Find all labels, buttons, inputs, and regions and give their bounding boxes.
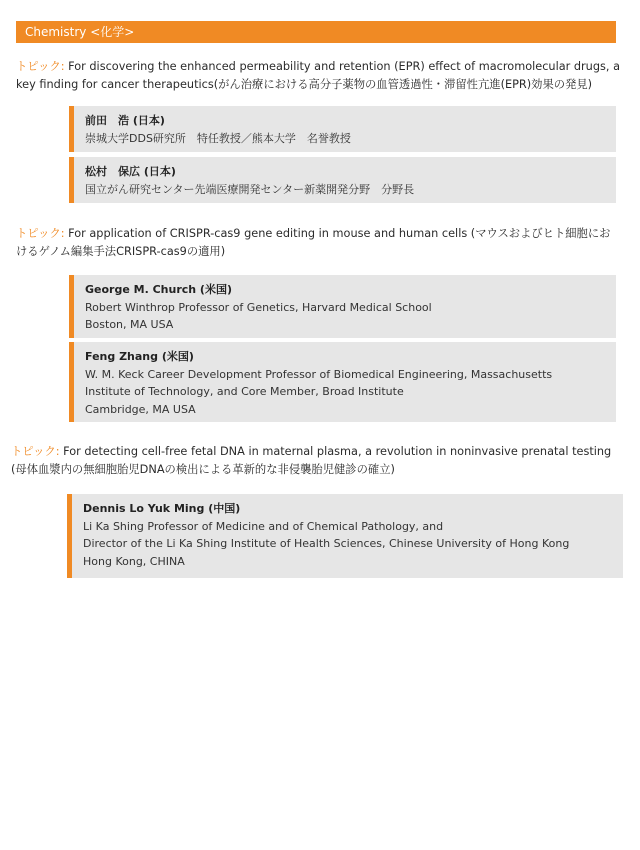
topic-1-line1 (16, 58, 628, 76)
topic-1-line2: key finding for cancer therapeutics(がん治療における高分子薬物の血管透過性・滞留性亢進(EPR)効果の発見) (16, 78, 593, 91)
topic-2-line2: けるゲノム編集手法CRISPR-cas9の適用) (16, 245, 226, 258)
person-name: Dennis Lo Yuk Ming (中国) (83, 502, 241, 515)
person-card-church (69, 275, 616, 338)
person-affiliation: Li Ka Shing Professor of Medicine and of Chemical Pathology, and (83, 519, 444, 533)
person-affiliation: W. M. Keck Career Development Professor of Biomedical Engineering, Massachusetts (85, 367, 553, 381)
topic-label: トピック: (16, 227, 65, 240)
person-name: 松村 保広 (日本) (85, 165, 176, 178)
person-affiliation-cont: Director of the Li Ka Shing Institute of Health Sciences, Chinese University of Hong Kong (83, 537, 570, 550)
topic-2 (16, 225, 628, 261)
topic-2-line1 (16, 225, 628, 243)
person-affiliation: 国立がん研究センター先端医療開発センター新薬開発分野 分野長 (85, 182, 415, 196)
topic-2-text-a: For application of CRISPR-cas9 gene editing in mouse and human cells (マウスおよびヒト細胞にお (68, 227, 611, 240)
topic-1-text-a: For discovering the enhanced permeability and retention (EPR) effect of macromolecular drugs, a (68, 60, 620, 73)
person-location: Cambridge, MA USA (85, 402, 196, 416)
topic-3-line2: (母体血漿内の無細胞胎児DNAの検出による革新的な非侵襲胎児健診の確立) (11, 463, 395, 476)
topic-label: トピック: (11, 445, 60, 458)
person-card-lo (67, 494, 623, 578)
person-name: Feng Zhang (米国) (85, 350, 194, 363)
person-affiliation-cont: Institute of Technology, and Core Member, Broad Institute (85, 385, 404, 398)
person-name: 前田 浩 (日本) (85, 114, 165, 127)
person-location: Hong Kong, CHINA (83, 554, 185, 568)
topic-3 (11, 443, 631, 479)
topic-3-line1 (11, 443, 631, 461)
person-card-maeda (69, 106, 616, 152)
person-affiliation: 崇城大学DDS研究所 特任教授／熊本大学 名誉教授 (85, 131, 351, 145)
topic-1 (16, 58, 628, 94)
person-card-zhang (69, 342, 616, 422)
topic-3-text-a: For detecting cell-free fetal DNA in maternal plasma, a revolution in noninvasive prenatal testing (63, 445, 612, 458)
person-name: George M. Church (米国) (85, 283, 232, 296)
person-affiliation: Robert Winthrop Professor of Genetics, Harvard Medical School (85, 300, 432, 314)
person-card-matsumura (69, 157, 616, 203)
person-location: Boston, MA USA (85, 318, 174, 331)
section-header: Chemistry <化学> (16, 21, 616, 43)
topic-label: トピック: (16, 60, 65, 73)
